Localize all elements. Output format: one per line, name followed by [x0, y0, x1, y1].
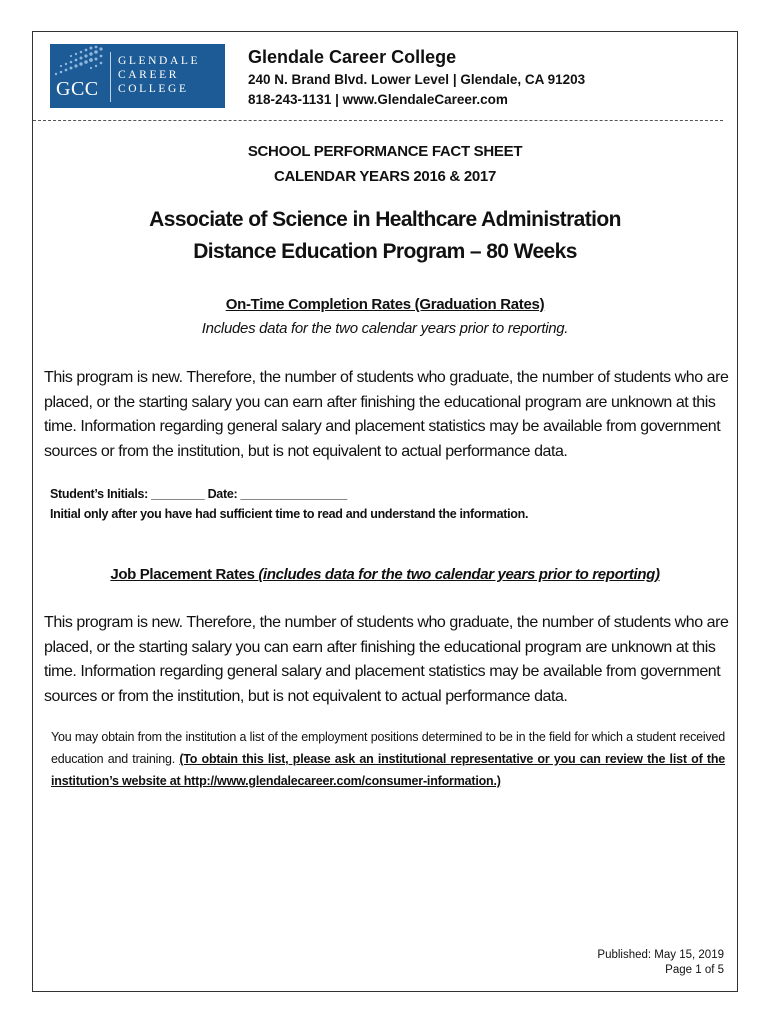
job-placement-heading: [33, 566, 737, 583]
job-placement-heading-main: Job Placement Rates: [110, 566, 259, 583]
initials-line: Student’s Initials: ________ Date: ________________: [50, 487, 347, 501]
college-logo: [50, 44, 225, 108]
logo-word: CAREER: [118, 69, 179, 81]
logo-dot-pattern-icon: [50, 44, 110, 78]
page-number: Page 1 of 5: [665, 964, 724, 976]
on-time-completion-subheading: Includes data for the two calendar years prior to reporting.: [201, 320, 569, 337]
logo-word: GLENDALE: [118, 55, 201, 67]
header-divider: [33, 120, 723, 121]
program-title: Associate of Science in Healthcare Administration: [149, 208, 621, 231]
employment-list-text: You may obtain from the institution a list of the employment positions determined to be in the field for which a student received education and training.: [51, 730, 725, 766]
job-placement-heading-italic: (includes data for the two calendar years prior to reporting): [258, 566, 660, 583]
logo-word: COLLEGE: [118, 83, 189, 95]
logo-wordmark: [118, 54, 200, 96]
employment-list-link-text[interactable]: (To obtain this list, please ask an institutional representative or you can review the list of the institution’s website at http://www.glendalecareer.com/consumer-information.): [51, 752, 726, 788]
fact-sheet-years: CALENDAR YEARS 2016 & 2017: [273, 168, 496, 185]
institution-name: Glendale Career College: [248, 47, 457, 67]
footer: [597, 948, 724, 978]
initials-block: [50, 484, 528, 524]
initials-instruction: Initial only after you have had sufficient time to read and understand the information.: [50, 507, 529, 521]
logo-abbrev: GCC: [56, 78, 99, 100]
on-time-completion-heading: On-Time Completion Rates (Graduation Rates): [225, 296, 545, 313]
employment-list-notice: [51, 726, 725, 792]
institution-contact: 818-243-1131 | www.GlendaleCareer.com: [248, 92, 508, 107]
on-time-paragraph: This program is new. Therefore, the number of students who graduate, the number of students who are placed, or the starting salary you can earn after finishing the educational program are unknown at this time. Information regarding general salary and placement statistics may be available from government sources or from the institution, but is not equivalent to actual performance data.: [44, 369, 729, 460]
program-subtitle: Distance Education Program – 80 Weeks: [193, 240, 577, 263]
logo-divider: [110, 52, 111, 102]
fact-sheet-title: SCHOOL PERFORMANCE FACT SHEET: [247, 143, 523, 160]
published-date: Published: May 15, 2019: [597, 949, 724, 961]
institution-address: 240 N. Brand Blvd. Lower Level | Glendale, CA 91203: [248, 72, 586, 87]
job-placement-paragraph: This program is new. Therefore, the number of students who graduate, the number of students who are placed, or the starting salary you can earn after finishing the educational program are unknown at this time. Information regarding general salary and placement statistics may be available from government sources or from the institution, but is not equivalent to actual performance data.: [44, 614, 729, 705]
